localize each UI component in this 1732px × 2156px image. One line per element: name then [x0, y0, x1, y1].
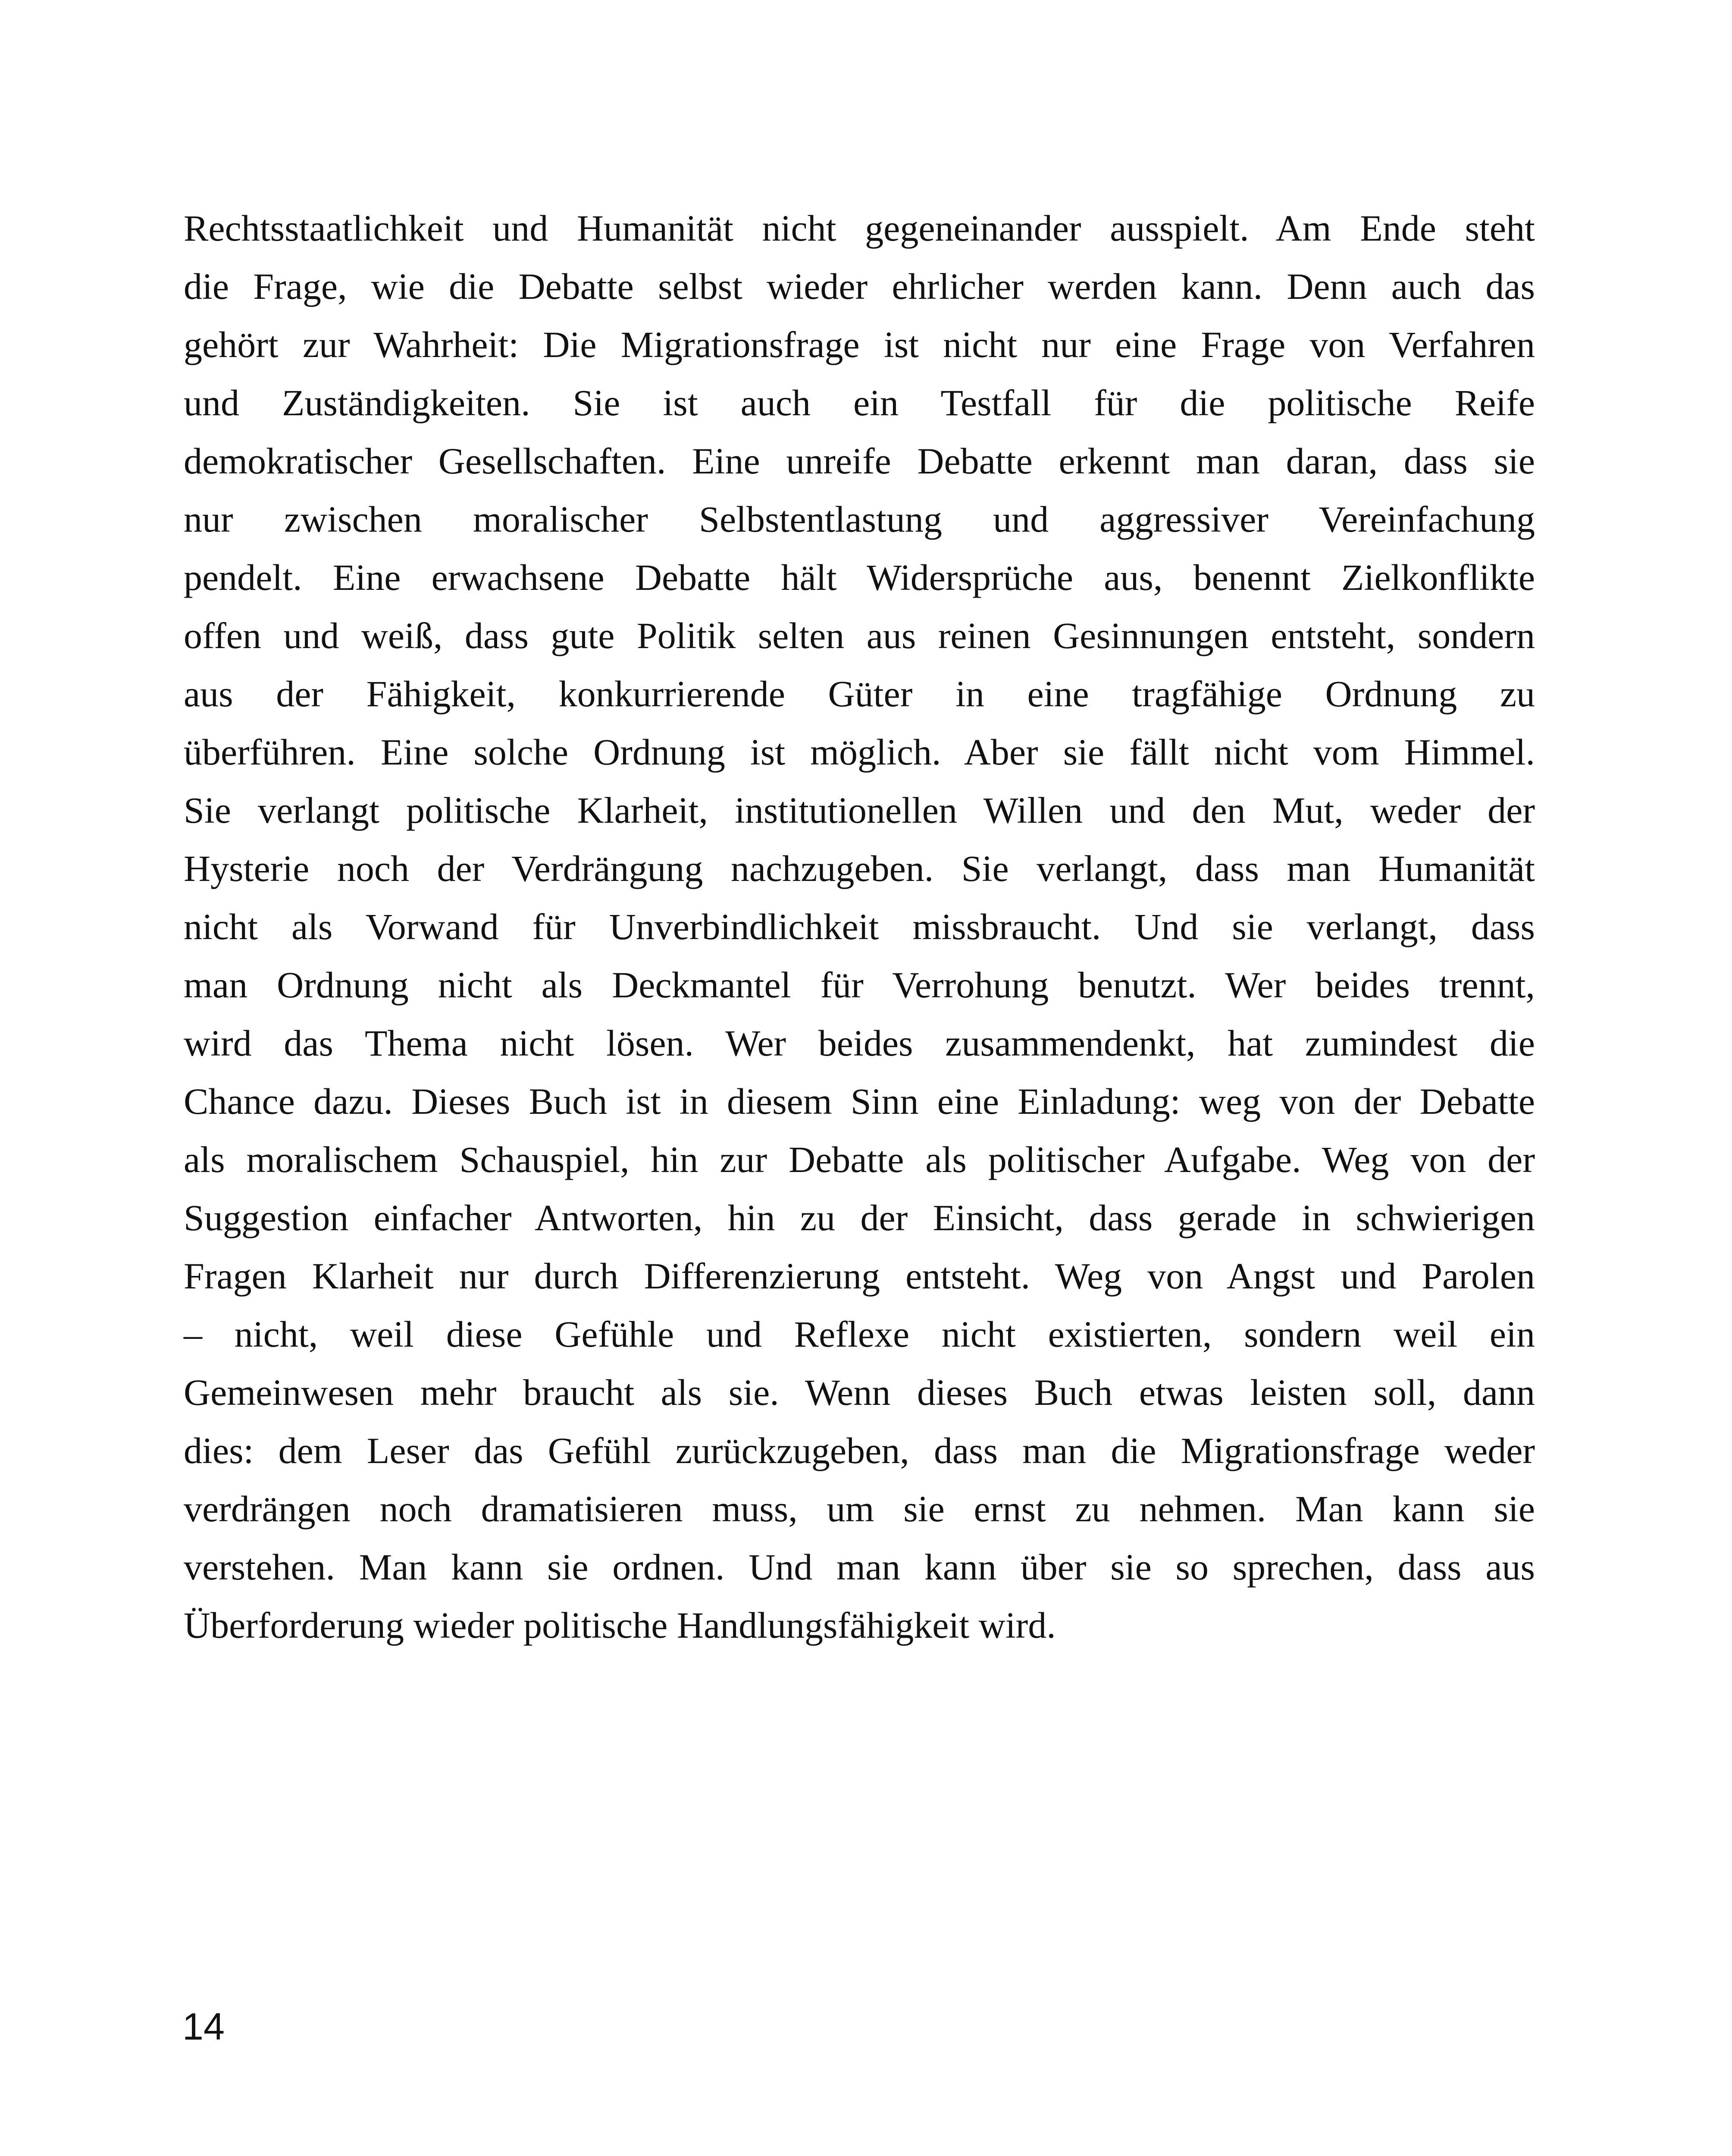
text-line: Suggestion einfacher Antworten, hin zu der Einsicht, dass gerade in schwierigen	[184, 1197, 1535, 1238]
text-line: verdrängen noch dramatisieren muss, um sie ernst zu nehmen. Man kann sie	[184, 1488, 1535, 1529]
text-line: verstehen. Man kann sie ordnen. Und man kann über sie so sprechen, dass aus	[184, 1546, 1535, 1588]
text-line: die Frage, wie die Debatte selbst wieder ehrlicher werden kann. Denn auch das	[184, 266, 1535, 307]
text-line: wird das Thema nicht lösen. Wer beides zusammendenkt, hat zumindest die	[184, 1022, 1535, 1064]
page-number: 14	[182, 2005, 225, 2048]
text-line: Sie verlangt politische Klarheit, institutionellen Willen und den Mut, weder der	[184, 790, 1535, 831]
text-line: man Ordnung nicht als Deckmantel für Verrohung benutzt. Wer beides trennt,	[184, 964, 1535, 1006]
text-line: Rechtsstaatlichkeit und Humanität nicht gegeneinander ausspielt. Am Ende steht	[184, 207, 1535, 249]
text-line: als moralischem Schauspiel, hin zur Debatte als politischer Aufgabe. Weg von der	[184, 1139, 1535, 1180]
text-line: nur zwischen moralischer Selbstentlastung und aggressiver Vereinfachung	[184, 498, 1535, 540]
body-paragraph	[184, 199, 1535, 1655]
text-line: aus der Fähigkeit, konkurrierende Güter in eine tragfähige Ordnung zu	[184, 673, 1535, 714]
text-line: Chance dazu. Dieses Buch ist in diesem Sinn eine Einladung: weg von der Debatte	[184, 1081, 1535, 1122]
text-line: offen und weiß, dass gute Politik selten aus reinen Gesinnungen entsteht, sondern	[184, 615, 1535, 656]
text-line: gehört zur Wahrheit: Die Migrationsfrage ist nicht nur eine Frage von Verfahren	[184, 324, 1535, 365]
text-line: pendelt. Eine erwachsene Debatte hält Widersprüche aus, benennt Zielkonflikte	[184, 557, 1535, 598]
text-line: und Zuständigkeiten. Sie ist auch ein Testfall für die politische Reife	[184, 382, 1535, 423]
text-line: Hysterie noch der Verdrängung nachzugeben. Sie verlangt, dass man Humanität	[184, 848, 1535, 889]
text-line: Überforderung wieder politische Handlungsfähigkeit wird.	[184, 1604, 1056, 1646]
text-line: Fragen Klarheit nur durch Differenzierung entsteht. Weg von Angst und Parolen	[184, 1255, 1535, 1297]
text-line: nicht als Vorwand für Unverbindlichkeit missbraucht. Und sie verlangt, dass	[184, 906, 1535, 947]
text-line: demokratischer Gesellschaften. Eine unreife Debatte erkennt man daran, dass sie	[184, 440, 1535, 482]
text-line: dies: dem Leser das Gefühl zurückzugeben, dass man die Migrationsfrage weder	[184, 1430, 1535, 1471]
text-line: – nicht, weil diese Gefühle und Reflexe nicht existierten, sondern weil ein	[184, 1313, 1535, 1355]
text-line: überführen. Eine solche Ordnung ist möglich. Aber sie fällt nicht vom Himmel.	[184, 731, 1535, 773]
text-line: Gemeinwesen mehr braucht als sie. Wenn dieses Buch etwas leisten soll, dann	[184, 1372, 1535, 1413]
